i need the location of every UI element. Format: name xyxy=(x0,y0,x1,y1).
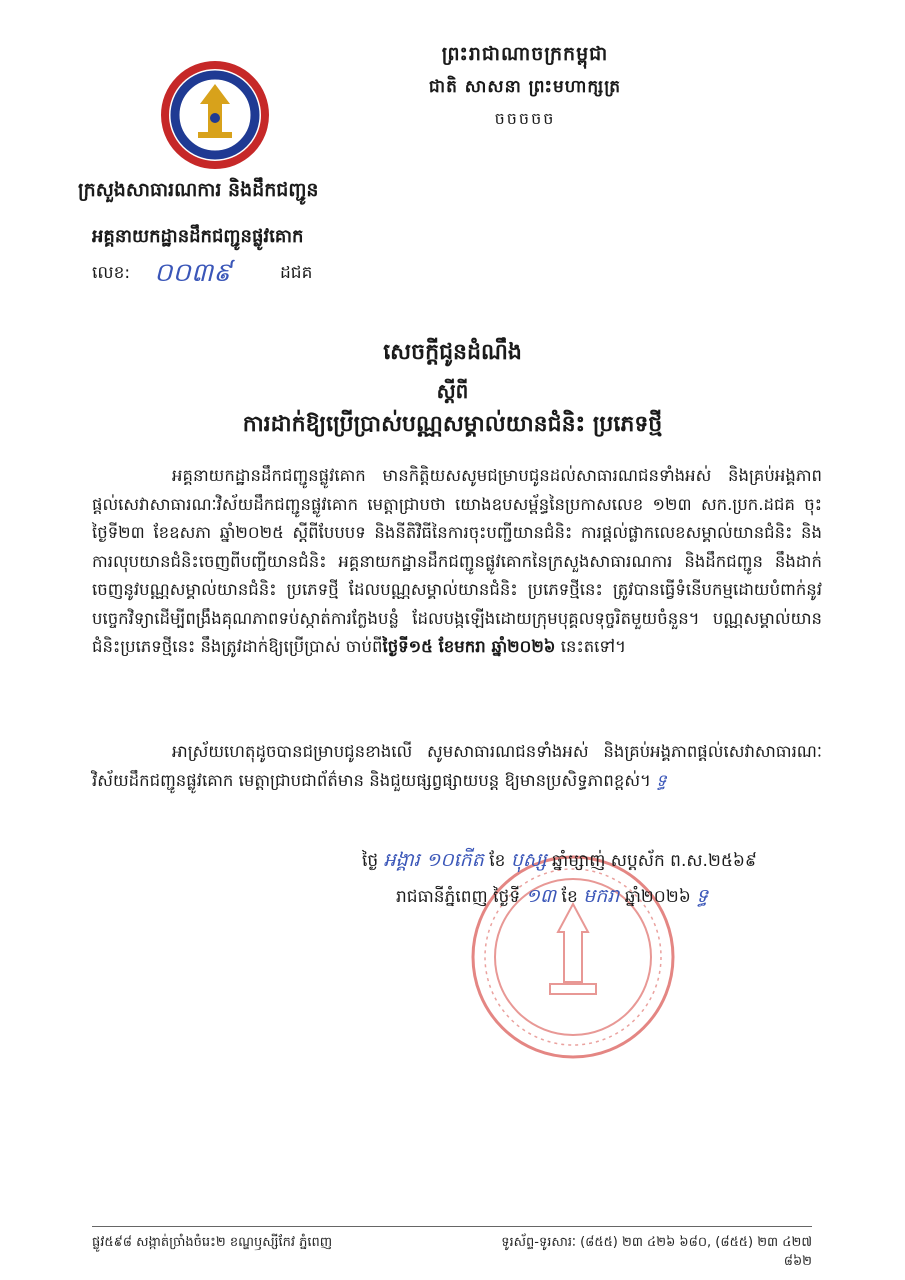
date-initial: ទ្ធ xyxy=(696,885,709,907)
lunar-date-line xyxy=(362,848,757,876)
paragraph-1-end: នេះតទៅ។ xyxy=(555,637,627,656)
reference-label: លេខ: xyxy=(92,263,131,283)
month-label: ខែ xyxy=(561,887,578,907)
lunar-year: ឆ្នាំម្សាញ់ សប្តស័ក ព.ស.២៥៦៩ xyxy=(552,851,757,871)
department-name: អគ្គនាយកដ្ឋានដឹកជញ្ជូនផ្លូវគោក xyxy=(92,226,304,247)
notice-subject-label: ស្តីពី xyxy=(436,379,469,403)
kingdom-title: ព្រះរាជាណាចក្រកម្ពុជា xyxy=(441,43,609,65)
place-prefix: រាជធានីភ្នំពេញ ថ្ងៃទី xyxy=(396,887,521,907)
lunar-day-prefix: ថ្ងៃ xyxy=(362,851,379,871)
notice-title: សេចក្តីជូនដំណឹង xyxy=(383,339,522,365)
body-paragraph-2 xyxy=(92,738,822,795)
signing-year: ឆ្នាំ២០២៦ xyxy=(624,887,691,907)
footer-address: ផ្លូវ៥៩៨ សង្កាត់ច្រាំងចំរេះ២ ខណ្ឌឫស្សីកែវ ភ្នំពេញ xyxy=(92,1235,333,1250)
lunar-month-label: ខែ xyxy=(489,851,506,871)
ministry-logo xyxy=(150,60,280,170)
lunar-month: បុស្ស xyxy=(510,849,547,871)
reference-suffix: ដជគ xyxy=(280,263,313,283)
ministry-name: ក្រសួងសាធារណការ និងដឹកជញ្ជូន xyxy=(78,179,319,201)
seal-emblem xyxy=(558,904,588,982)
kingdom-ornament: ចចចចច xyxy=(494,109,556,128)
signing-day: ១៣ xyxy=(525,885,557,907)
paragraph-1-text: អគ្គនាយកដ្ឋានដឹកជញ្ជូនផ្លូវគោក មានកិត្តិយសសូមជម្រាបជូនដល់សាធារណជនទាំងអស់ និងគ្រប់អង្គភាពផ្តល់សេវាសាធារណៈវិស័យដឹកជញ្ជូនផ្លូវគោក មេត្តាជ្រាបថា យោងឧបសម្ព័ន្ធនៃប្រកាសលេខ ១២៣ សក.ប្រក.ដជគ ចុះថ្ងៃទី២៣ ខែឧសភា ឆ្នាំ២០២៥ ស្តីពីបែបបទ និងនីតិវិធីនៃការចុះបញ្ជីយានជំនិះ ការផ្តល់ផ្លាកលេខសម្គាល់យានជំនិះ និងការលុបយានជំនិះចេញពីបញ្ជីយានជំនិះ អគ្គនាយកដ្ឋានដឹកជញ្ជូនផ្លូវគោកនៃក្រសួងសាធារណការ និងដឹកជញ្ជូន នឹងដាក់ចេញនូវបណ្ណសម្គាល់យានជំនិះ ប្រភេទថ្មី ដែលបណ្ណសម្គាល់យានជំនិះ ប្រភេទថ្មីនេះ ត្រូវបានធ្វើទំនើបកម្មដោយបំពាក់នូវបច្ចេកវិទ្យាដើម្បីពង្រឹងគុណភាពទប់ស្កាត់ការក្លែងបន្លំ ដែលបង្កឡើងដោយក្រុមបុគ្គលទុច្ចរិតមួយចំនួន។ បណ្ណសម្គាល់យានជំនិះប្រភេទថ្មីនេះ នឹងត្រូវដាក់ឱ្យប្រើប្រាស់ ចាប់ពី xyxy=(92,466,822,656)
signing-date-line xyxy=(396,884,708,912)
notice-subject: ការដាក់ឱ្យប្រើប្រាស់បណ្ណសម្គាល់យានជំនិះ ប្រភេទថ្មី xyxy=(242,411,663,437)
effective-date: ថ្ងៃទី១៥ ខែមករា ឆ្នាំ២០២៦ xyxy=(382,637,556,656)
seal-emblem-base xyxy=(550,984,596,994)
paragraph-2-text: អាស្រ័យហេតុដូចបានជម្រាបជូនខាងលើ សូមសាធារណជនទាំងអស់ និងគ្រប់អង្គភាពផ្តល់សេវាសាធារណៈវិស័យដឹកជញ្ជូនផ្លូវគោក មេត្តាជ្រាបជាព័ត៌មាន និងជួយផ្សព្វផ្សាយបន្ត ឱ្យមានប្រសិទ្ធភាពខ្ពស់។ xyxy=(92,742,822,790)
footer-phone: ទូរស័ព្ទ-ទូរសារៈ (៨៥៥) ២៣ ៤២៦ ៦៨០, (៨៥៥) ២៣ ៤២៧ ៨៦២ xyxy=(501,1235,812,1269)
logo-emblem-base xyxy=(198,132,232,138)
reference-number: ០០៣៩ xyxy=(154,258,232,288)
footer-divider xyxy=(92,1226,812,1227)
kingdom-motto: ជាតិ សាសនា ព្រះមហាក្សត្រ xyxy=(428,77,622,97)
lunar-day: អង្គារ ១០កើត xyxy=(383,849,484,871)
handwritten-initial: ទ្ធ xyxy=(656,770,667,790)
logo-emblem-lock xyxy=(210,113,220,123)
body-paragraph-1 xyxy=(92,462,822,662)
signing-month: មករា xyxy=(583,885,620,907)
